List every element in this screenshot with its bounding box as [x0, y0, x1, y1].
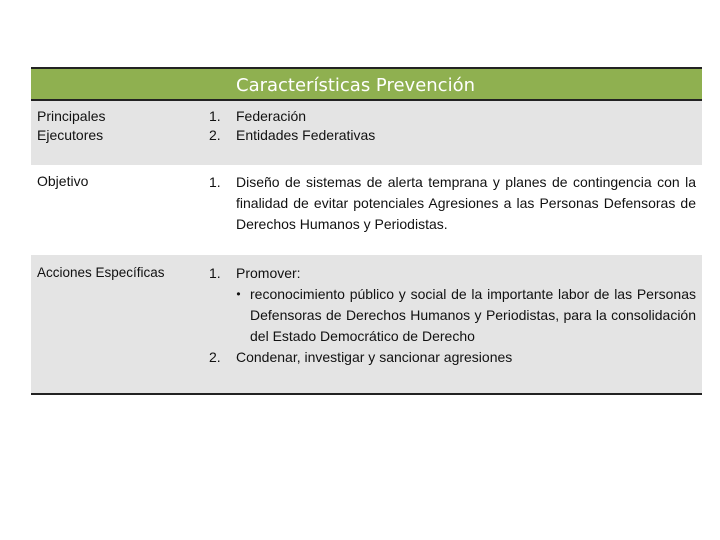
row-label: Acciones Específicas	[37, 265, 165, 280]
bullet-icon: •	[236, 287, 241, 301]
bullet-item: • reconocimiento público y social de la importante labor de las Personas Defensoras de Derechos Humanos y Periodistas, para la consolidación del Estado Democrático de Derecho	[227, 284, 696, 347]
list-item: 1. Promover:	[209, 265, 301, 281]
list-item: 1. Diseño de sistemas de alerta temprana y planes de contingencia con la finalidad de evitar potenciales Agresiones a las Personas Defensoras de Derechos Humanos y Periodistas.	[209, 174, 696, 232]
table-header	[31, 67, 702, 101]
row-content	[209, 107, 696, 145]
row-label: Principales Ejecutores	[37, 108, 106, 143]
list-item: 1. Federación	[209, 108, 307, 124]
list-item: 2. Entidades Federativas	[209, 127, 376, 143]
table-row-acciones	[31, 255, 702, 393]
list-item: 2. Condenar, investigar y sancionar agresiones	[209, 349, 513, 365]
row-label: Objetivo	[37, 173, 89, 189]
row-content	[209, 172, 696, 235]
table-row-objetivo	[31, 165, 702, 255]
characteristics-table	[31, 67, 702, 395]
table-title: Características Prevención	[236, 75, 475, 96]
table-row-ejecutores	[31, 101, 702, 165]
row-content	[209, 263, 696, 368]
